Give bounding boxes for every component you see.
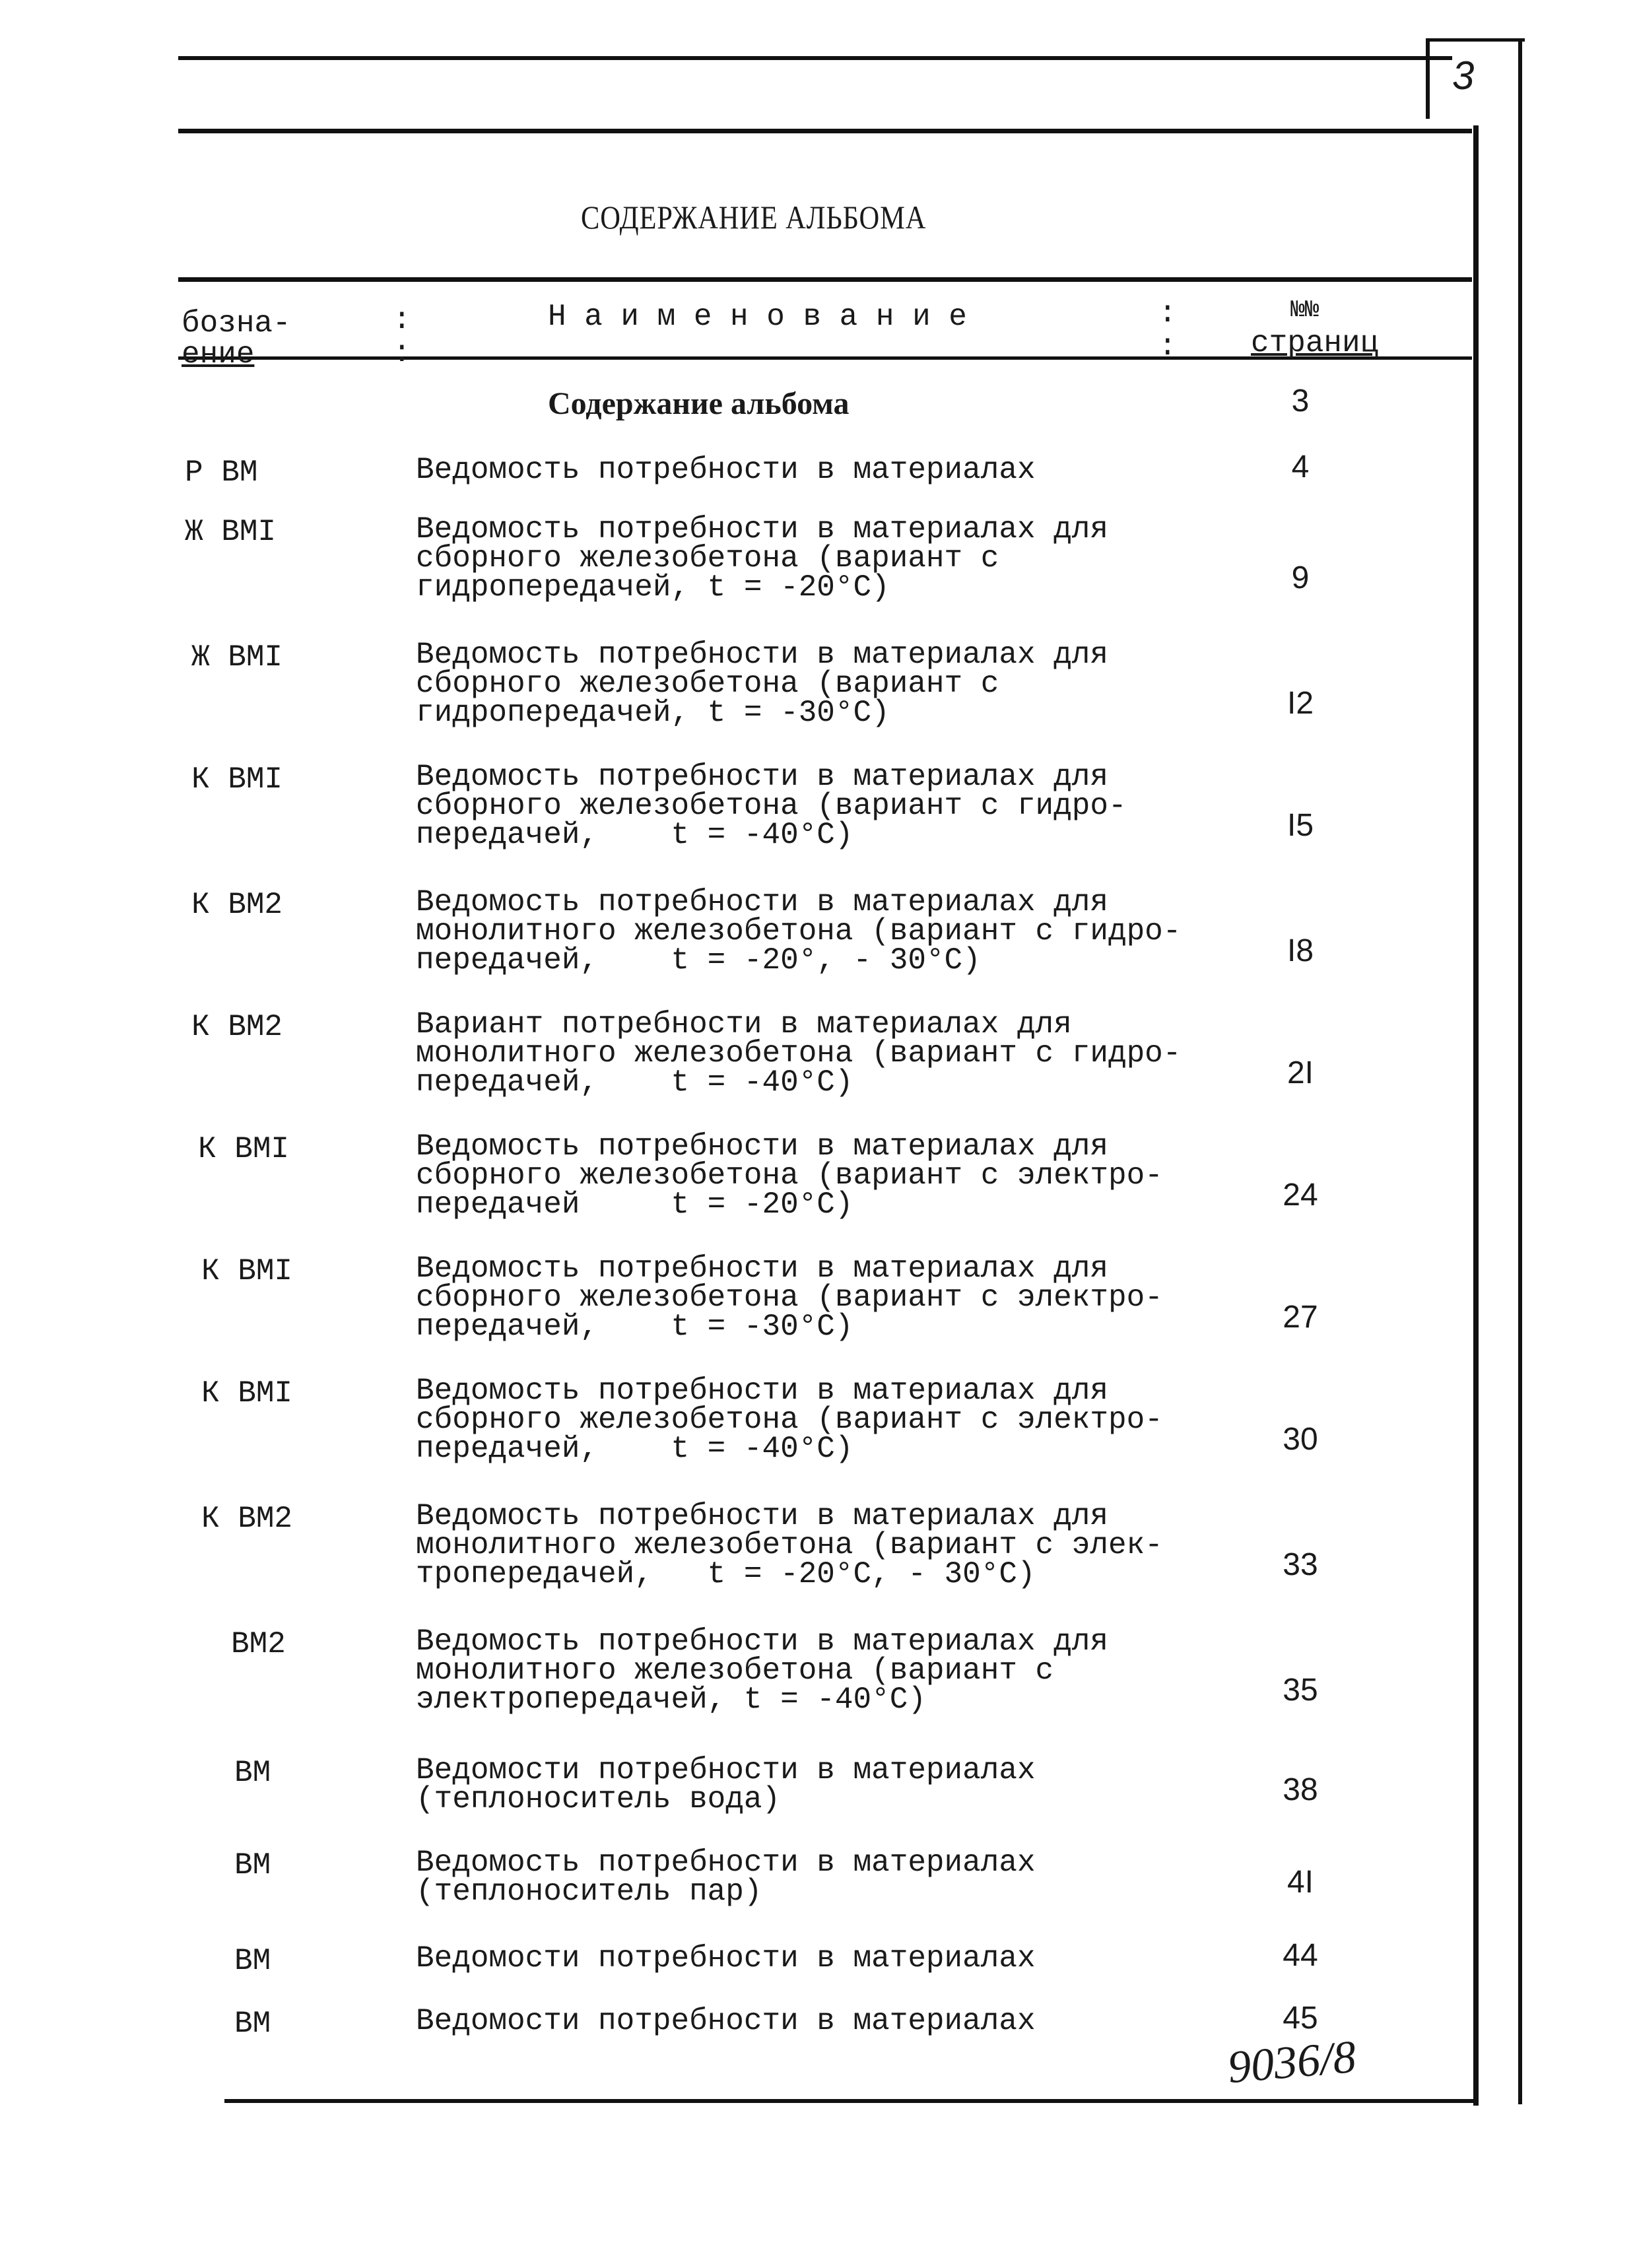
row-page: 44: [1283, 1938, 1318, 1973]
row-page: I5: [1286, 808, 1314, 843]
row-code: К ВМI: [198, 1132, 290, 1166]
row-code: ВМ: [234, 1756, 271, 1790]
header-sep1: : :: [393, 303, 411, 370]
row-name: Вариант потребности в материалах для монолитного железобетона (вариант с гидро- передачей, t = -40°С): [416, 1007, 1182, 1100]
row-page: 9: [1291, 560, 1310, 595]
row-page: 4: [1291, 450, 1310, 484]
row-code: К ВМI: [191, 762, 283, 797]
row-name: Ведомость потребности в материалах для монолитного железобетона (вариант с элек- тропередачей, t = -20°С, - 30°С): [416, 1499, 1163, 1591]
row-page: 45: [1283, 2001, 1318, 2036]
row-code: Р ВМ: [185, 455, 258, 490]
row-code: ВМ: [234, 2007, 271, 2041]
row-code: К ВМI: [201, 1376, 293, 1411]
row-name: Ведомость потребности в материалах для монолитного железобетона (вариант с гидро- передачей, t = -20°, - 30°С): [416, 885, 1182, 978]
second-rule: [178, 129, 1472, 133]
right-border: [1473, 125, 1479, 2106]
row-name: Ведомость потребности в материалах: [416, 453, 1036, 487]
header-box-left: [1426, 40, 1430, 119]
row-code: Ж ВМI: [185, 515, 277, 549]
header-col3-line1: №№: [1290, 296, 1320, 323]
row-code: К ВМ2: [201, 1502, 293, 1536]
row-page: 4I: [1286, 1865, 1314, 1900]
row-page: 35: [1283, 1673, 1318, 1708]
row-page: I2: [1286, 686, 1314, 721]
row-page: I8: [1286, 933, 1314, 968]
table-top-rule: [178, 277, 1472, 282]
top-rule: [178, 56, 1452, 60]
row-code: К ВМ2: [191, 888, 283, 922]
row-name: Ведомость потребности в материалах для сборного железобетона (вариант с гидропередачей, t = -30°С): [416, 638, 1108, 730]
header-box-right: [1518, 38, 1522, 2104]
row-name: Ведомость потребности в материалах для сборного железобетона (вариант с электро- передачей, t = -40°С): [416, 1374, 1163, 1466]
header-sep2: : :: [1158, 296, 1177, 364]
row-page: 27: [1283, 1300, 1318, 1335]
row-name: Ведомости потребности в материалах: [416, 2004, 1036, 2038]
bottom-rule: [224, 2099, 1479, 2103]
header-box-top: [1426, 38, 1525, 42]
header-col3-line2: страниц: [1251, 326, 1379, 360]
row-name: Ведомости потребности в материалах: [416, 1941, 1036, 1976]
page-title: СОДЕРЖАНИЕ АЛЬБОМА: [581, 199, 927, 236]
sheet-number: 3: [1452, 53, 1475, 98]
row-name: Ведомость потребности в материалах для монолитного железобетона (вариант с электропередачей, t = -40°С): [416, 1624, 1108, 1717]
row-code: ВМ: [234, 1944, 271, 1978]
row-code: ВМ2: [231, 1627, 286, 1661]
row-name: Ведомости потребности в материалах (теплоноситель вода): [416, 1753, 1036, 1817]
row-page: 33: [1283, 1547, 1318, 1582]
row-code: Ж ВМI: [191, 640, 283, 675]
row-name: Ведомость потребности в материалах для сборного железобетона (вариант с гидро- передачей, t = -40°С): [416, 760, 1127, 852]
row-page: 2I: [1286, 1055, 1314, 1090]
row-page: 24: [1283, 1178, 1318, 1213]
row-page: 30: [1283, 1422, 1318, 1457]
row-page: 38: [1283, 1772, 1318, 1807]
row-name: Содержание альбома: [548, 386, 850, 421]
row-page: 3: [1291, 384, 1310, 418]
row-code: К ВМ2: [191, 1010, 283, 1044]
row-name: Ведомость потребности в материалах для сборного железобетона (вариант с электро- передачей, t = -30°С): [416, 1251, 1163, 1344]
handwritten-mark: 9036/8: [1225, 2031, 1358, 2094]
row-code: К ВМI: [201, 1254, 293, 1288]
header-col1-line2: ение: [182, 337, 255, 372]
header-col1-line1: бозна-: [182, 306, 291, 341]
row-code: ВМ: [234, 1848, 271, 1883]
row-name: Ведомость потребности в материалах для сборного железобетона (вариант с гидропередачей, t = -20°С): [416, 512, 1108, 605]
header-col2: Н а и м е н о в а н и е: [548, 300, 967, 334]
row-name: Ведомость потребности в материалах (теплоноситель пар): [416, 1846, 1036, 1909]
row-name: Ведомость потребности в материалах для сборного железобетона (вариант с электро- передачей t = -20°С): [416, 1129, 1163, 1222]
